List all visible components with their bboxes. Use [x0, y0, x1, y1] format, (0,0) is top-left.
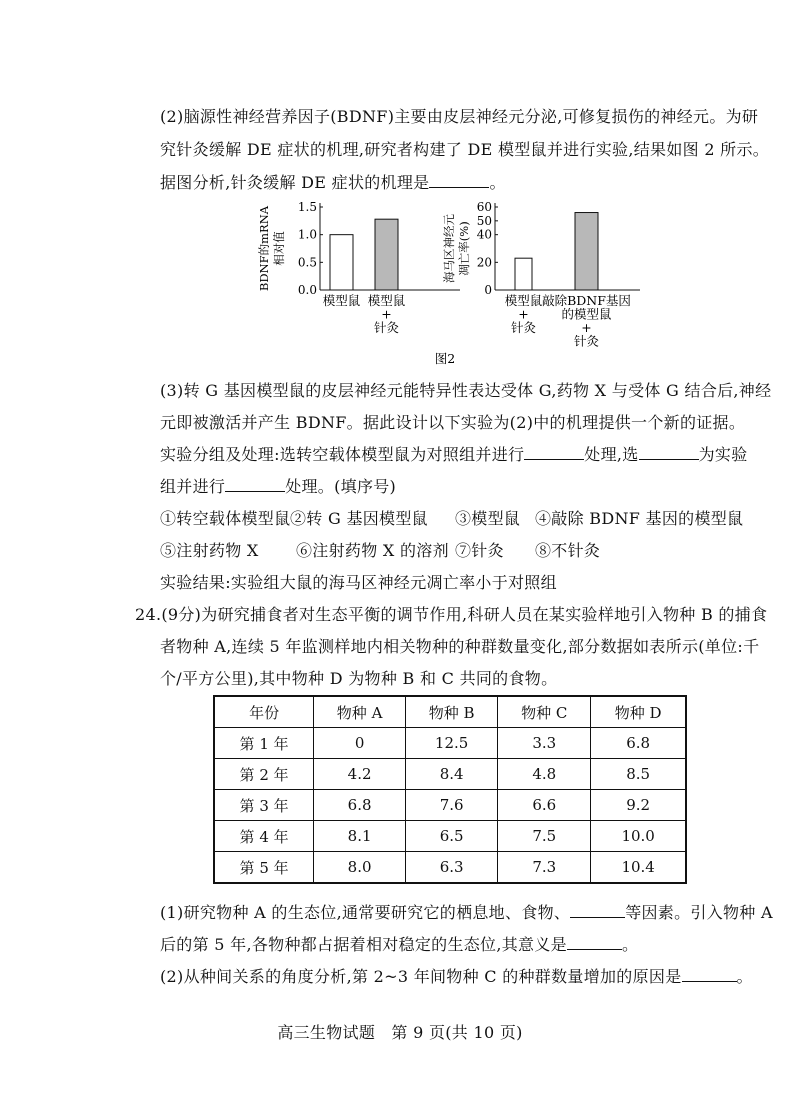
y-axis-label: 相对值 [272, 231, 286, 266]
x-category-label: + [381, 306, 392, 322]
table-cell: 4.8 [498, 759, 591, 790]
figure-2-charts [250, 195, 650, 370]
table-cell: 6.3 [406, 852, 498, 884]
bar [575, 213, 598, 290]
table-cell: 9.2 [591, 790, 686, 821]
q23-p2-line2: 究针灸缓解 DE 症状的机理,研究者构建了 DE 模型鼠并进行实验,结果如图 2 所示。 [160, 140, 770, 159]
text: 为实验 [698, 445, 748, 464]
header-cell: 物种 A [314, 696, 406, 728]
table-row [214, 790, 686, 821]
table-cell: 第 3 年 [214, 790, 314, 821]
y-axis-label: 凋亡率(%) [457, 221, 471, 276]
population-table [213, 695, 687, 884]
header-cell: 年份 [214, 696, 314, 728]
x-category-label: 针灸 [373, 320, 400, 335]
text: 据图分析,针灸缓解 DE 症状的机理是 [160, 173, 430, 192]
y-tick-label: 1.5 [297, 200, 317, 214]
y-tick-label: 0.0 [297, 283, 317, 297]
x-category-label: 的模型鼠 [561, 306, 612, 322]
text: 组并进行 [160, 477, 226, 496]
answer-blank[interactable] [570, 903, 625, 918]
answer-blank[interactable] [682, 967, 737, 982]
table-cell: 8.5 [591, 759, 686, 790]
x-category-label: 模型鼠 [367, 293, 406, 308]
header-cell: 物种 C [498, 696, 591, 728]
table-cell: 7.5 [498, 821, 591, 852]
table-cell: 3.3 [498, 728, 591, 759]
text: 处理。(填序号) [285, 477, 397, 496]
option: ⑤注射药物 X [160, 541, 259, 560]
table-cell: 7.6 [406, 790, 498, 821]
x-category-label: 敲除BDNF基因 [542, 293, 631, 308]
y-tick-label: 50 [476, 213, 492, 228]
table-cell: 7.3 [498, 852, 591, 884]
q24-line3: 个/平方公里),其中物种 D 为物种 B 和 C 共同的食物。 [160, 669, 558, 688]
answer-blank[interactable] [429, 173, 489, 188]
option: ⑥注射药物 X 的溶剂 [296, 541, 449, 560]
table-row [214, 821, 686, 852]
option: ②转 G 基因模型鼠 [290, 509, 428, 528]
table-cell: 8.4 [406, 759, 498, 790]
figure-caption: 图2 [434, 351, 456, 366]
header-cell: 物种 D [591, 696, 686, 728]
q23-p2-line1: (2)脑源性神经营养因子(BDNF)主要由皮层神经元分泌,可修复损伤的神经元。为研 [160, 107, 759, 126]
page-footer: 高三生物试题 第 9 页(共 10 页) [277, 1023, 523, 1042]
x-category-label: 模型鼠 [322, 293, 361, 308]
q23-p3-line2: 元即被激活并产生 BDNF。据此设计以下实验为(2)中的机理提供一个新的证据。 [160, 413, 746, 432]
table-cell: 8.1 [314, 821, 406, 852]
table-cell: 第 1 年 [214, 728, 314, 759]
y-tick-label: 0 [484, 283, 492, 297]
table-cell: 6.6 [498, 790, 591, 821]
table-cell: 第 4 年 [214, 821, 314, 852]
text: 。 [489, 173, 506, 192]
text: (1)研究物种 A 的生态位,通常要研究它的栖息地、食物、 [160, 903, 571, 922]
text: (2)从种间关系的角度分析,第 2~3 年间物种 C 的种群数量增加的原因是 [160, 967, 682, 986]
header-cell: 物种 B [406, 696, 498, 728]
y-tick-label: 1.0 [297, 227, 317, 242]
q24-p1-line2 [160, 932, 638, 955]
y-axis-label: BDNF的mRNA [257, 205, 271, 292]
text: 处理,选 [584, 445, 639, 464]
experiment-line2 [160, 474, 396, 497]
table-cell: 8.0 [314, 852, 406, 884]
text: 。 [736, 967, 753, 986]
table-row [214, 728, 686, 759]
y-axis-label: 海马区神经元 [442, 214, 456, 283]
text: 实验分组及处理:选转空载体模型鼠为对照组并进行 [160, 445, 525, 464]
table-cell: 第 2 年 [214, 759, 314, 790]
table-header-row [214, 696, 686, 728]
option: ③模型鼠 [455, 509, 521, 528]
answer-blank[interactable] [567, 935, 622, 950]
q23-p3-line1: (3)转 G 基因模型鼠的皮层神经元能特异性表达受体 G,药物 X 与受体 G 结合后,神经 [160, 381, 772, 400]
y-tick-label: 0.5 [297, 255, 317, 270]
table-cell: 第 5 年 [214, 852, 314, 884]
text: 等因素。引入物种 A [625, 903, 773, 922]
x-category-label: + [581, 320, 592, 335]
table-cell: 4.2 [314, 759, 406, 790]
x-category-label: 针灸 [510, 320, 537, 335]
q24-p2 [160, 964, 753, 987]
experiment-line1 [160, 442, 748, 465]
bar [515, 258, 532, 290]
table-cell: 12.5 [406, 728, 498, 759]
experiment-result: 实验结果:实验组大鼠的海马区神经元凋亡率小于对照组 [160, 573, 557, 592]
x-category-label: 针灸 [573, 333, 600, 349]
table-row [214, 759, 686, 790]
answer-blank[interactable] [524, 445, 584, 460]
text: 。 [621, 935, 639, 954]
table-cell: 6.8 [591, 728, 686, 759]
table-cell: 0 [314, 728, 406, 759]
y-tick-label: 40 [476, 227, 492, 242]
bar [330, 235, 353, 290]
option: ①转空载体模型鼠 [160, 509, 291, 528]
x-category-label: 模型鼠 [504, 293, 543, 308]
y-tick-label: 20 [476, 255, 492, 270]
table-cell: 10.4 [591, 852, 686, 884]
q24-line2: 者物种 A,连续 5 年监测样地内相关物种的种群数量变化,部分数据如表所示(单位:千 [160, 637, 760, 656]
text: 后的第 5 年,各物种都占据着相对稳定的生态位,其意义是 [160, 935, 567, 954]
answer-blank[interactable] [639, 445, 699, 460]
q23-p2-line3 [160, 170, 506, 193]
answer-blank[interactable] [225, 477, 285, 492]
option: ⑧不针灸 [535, 541, 601, 560]
table-row [214, 852, 686, 884]
option: ④敲除 BDNF 基因的模型鼠 [535, 509, 744, 528]
table-cell: 6.5 [406, 821, 498, 852]
table-cell: 10.0 [591, 821, 686, 852]
table-cell: 6.8 [314, 790, 406, 821]
q24-p1-line1 [160, 900, 773, 923]
x-category-label: + [518, 306, 529, 322]
q24-line1: 24.(9分)为研究捕食者对生态平衡的调节作用,科研人员在某实验样地引入物种 B 的捕食 [135, 605, 768, 624]
option: ⑦针灸 [455, 541, 504, 560]
bar [375, 219, 398, 290]
y-tick-label: 60 [476, 200, 492, 214]
